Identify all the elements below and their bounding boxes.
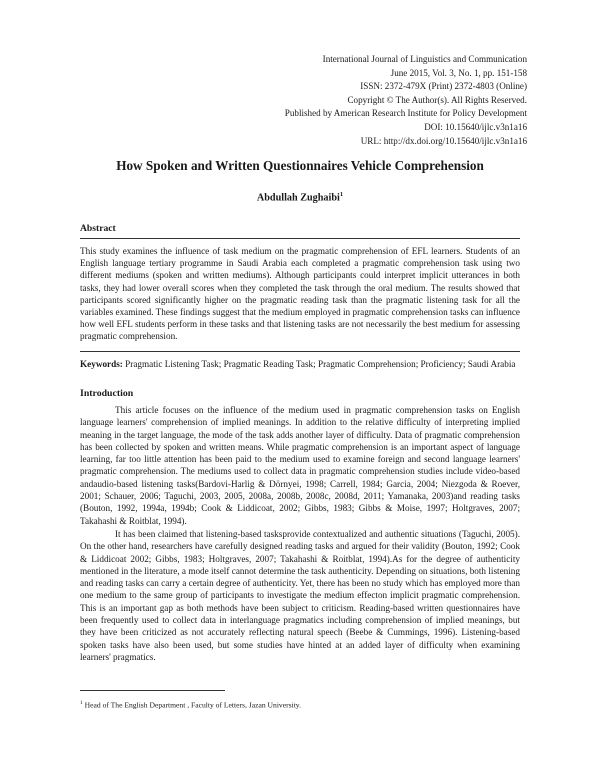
journal-name: International Journal of Linguistics and Communication	[322, 54, 527, 64]
doi-line: DOI: 10.15640/ijlc.v3n1a16	[424, 121, 527, 132]
author-name: Abdullah Zughaibi	[256, 192, 340, 204]
journal-header	[207, 53, 527, 148]
introduction-paragraph-2: It has been claimed that listening-based tasksprovide contextualized and authentic situations (Taguchi, 2005). On the other hand, researchers have carefully designed reading tasks and argued for their validity (Bouton, 1992; Cook & Liddicoat 2002; Gibbs, 1983; Holtgraves, 2007; Takahashi & Roitblat, 1994).As for the degree of authenticity mentioned in the literature, a mode itself cannot determine the task authenticity. Depending on situations, both listening and reading tasks can carry a certain degree of authenticity. Yet, there has been no study which has employed more than one medium to the same group of participants to investigate the medium effecton implicit pragmatic comprehension. This is an important gap as both methods have been subject to criticism. Reading-based written questionnaires have been frequently used to collect data in interlanguage pragmatics including comprehension of implied meanings, but they have been criticized as not accurately reflecting natural speech (Beebe & Cummings, 1996). Listening-based spoken tasks have also been used, but some studies have hinted at an added layer of difficulty when examining learners' pragmatics.	[80, 529, 520, 662]
footnote-mark: 1	[80, 700, 83, 706]
paper-title: How Spoken and Written Questionnaires Vehicle Comprehension	[116, 158, 484, 173]
journal-issn: ISSN: 2372-479X (Print) 2372-4803 (Online)	[360, 81, 527, 92]
keywords-block	[80, 358, 520, 370]
author-footnote-mark[interactable]: 1	[339, 191, 344, 198]
abstract-bottom-rule	[80, 351, 520, 352]
journal-issue: June 2015, Vol. 3, No. 1, pp. 151-158	[390, 67, 527, 78]
copyright-line: Copyright © The Author(s). All Rights Reserved.	[347, 94, 527, 105]
abstract-heading: Abstract	[80, 223, 116, 234]
footnote-rule	[80, 690, 225, 691]
abstract-top-rule	[80, 238, 520, 239]
keywords-label: Keywords:	[80, 359, 123, 369]
keywords-text: Pragmatic Listening Task; Pragmatic Reading Task; Pragmatic Comprehension; Proficiency; Saudi Arabia	[125, 359, 516, 369]
footnote-text: Head of The English Department , Faculty of Letters, Jazan University.	[82, 700, 302, 710]
publisher-line: Published by American Research Institute for Policy Development	[284, 108, 527, 119]
introduction-paragraph-1: This article focuses on the influence of the medium used in pragmatic comprehension tasks on English language learners' comprehension of implied meanings. In addition to the relative difficulty of interpreting implied meaning in the target language, the mode of the task adds another layer of difficulty. Data of pragmatic comprehension has been collected by spoken and written means. While pragmatic comprehension is an important aspect of language learning, far too little attention has been paid to the medium used to examine foreign and second language learners' pragmatic comprehension. The mediums used to collect data in pragmatic comprehension studies include video-based andaudio-based listening tasks(Bardovi-Harlig & Dörnyei, 1998; Carrell, 1984; Garcia, 2004; Niezgoda & Roever, 2001; Schauer, 2006; Taguchi, 2003, 2005, 2008a, 2008b, 2008c, 2008d, 2011; Yamanaka, 2003)and reading tasks (Bouton, 1992, 1994a, 1994b; Cook & Liddicoat, 2002; Gibbs, 1983; Gibbs & Moise, 1997; Holtgraves, 2007; Takahashi & Roitblat, 1994).	[80, 405, 520, 526]
url-line[interactable]: URL: http://dx.doi.org/10.15640/ijlc.v3n1a16	[360, 135, 527, 146]
introduction-heading: Introduction	[80, 388, 134, 399]
abstract-body: This study examines the influence of task medium on the pragmatic comprehension of EFL learners. Students of an English language tertiary programme in Saudi Arabia each completed a pragmatic comprehension task using two different mediums (spoken and written mediums). Although participants could interpret implicit utterances in both tasks, they had lower overall scores when they completed the task through the oral medium. The results showed that participants scored significantly higher on the pragmatic reading task than the pragmatic listening task for all the variables examined. These findings suggest that the medium employed in pragmatic comprehension tasks can influence how well EFL students perform in these tasks and that listening tasks are not necessarily the best medium for assessing pragmatic comprehension.	[80, 246, 520, 342]
footnote	[80, 698, 520, 711]
author-line	[60, 191, 540, 203]
